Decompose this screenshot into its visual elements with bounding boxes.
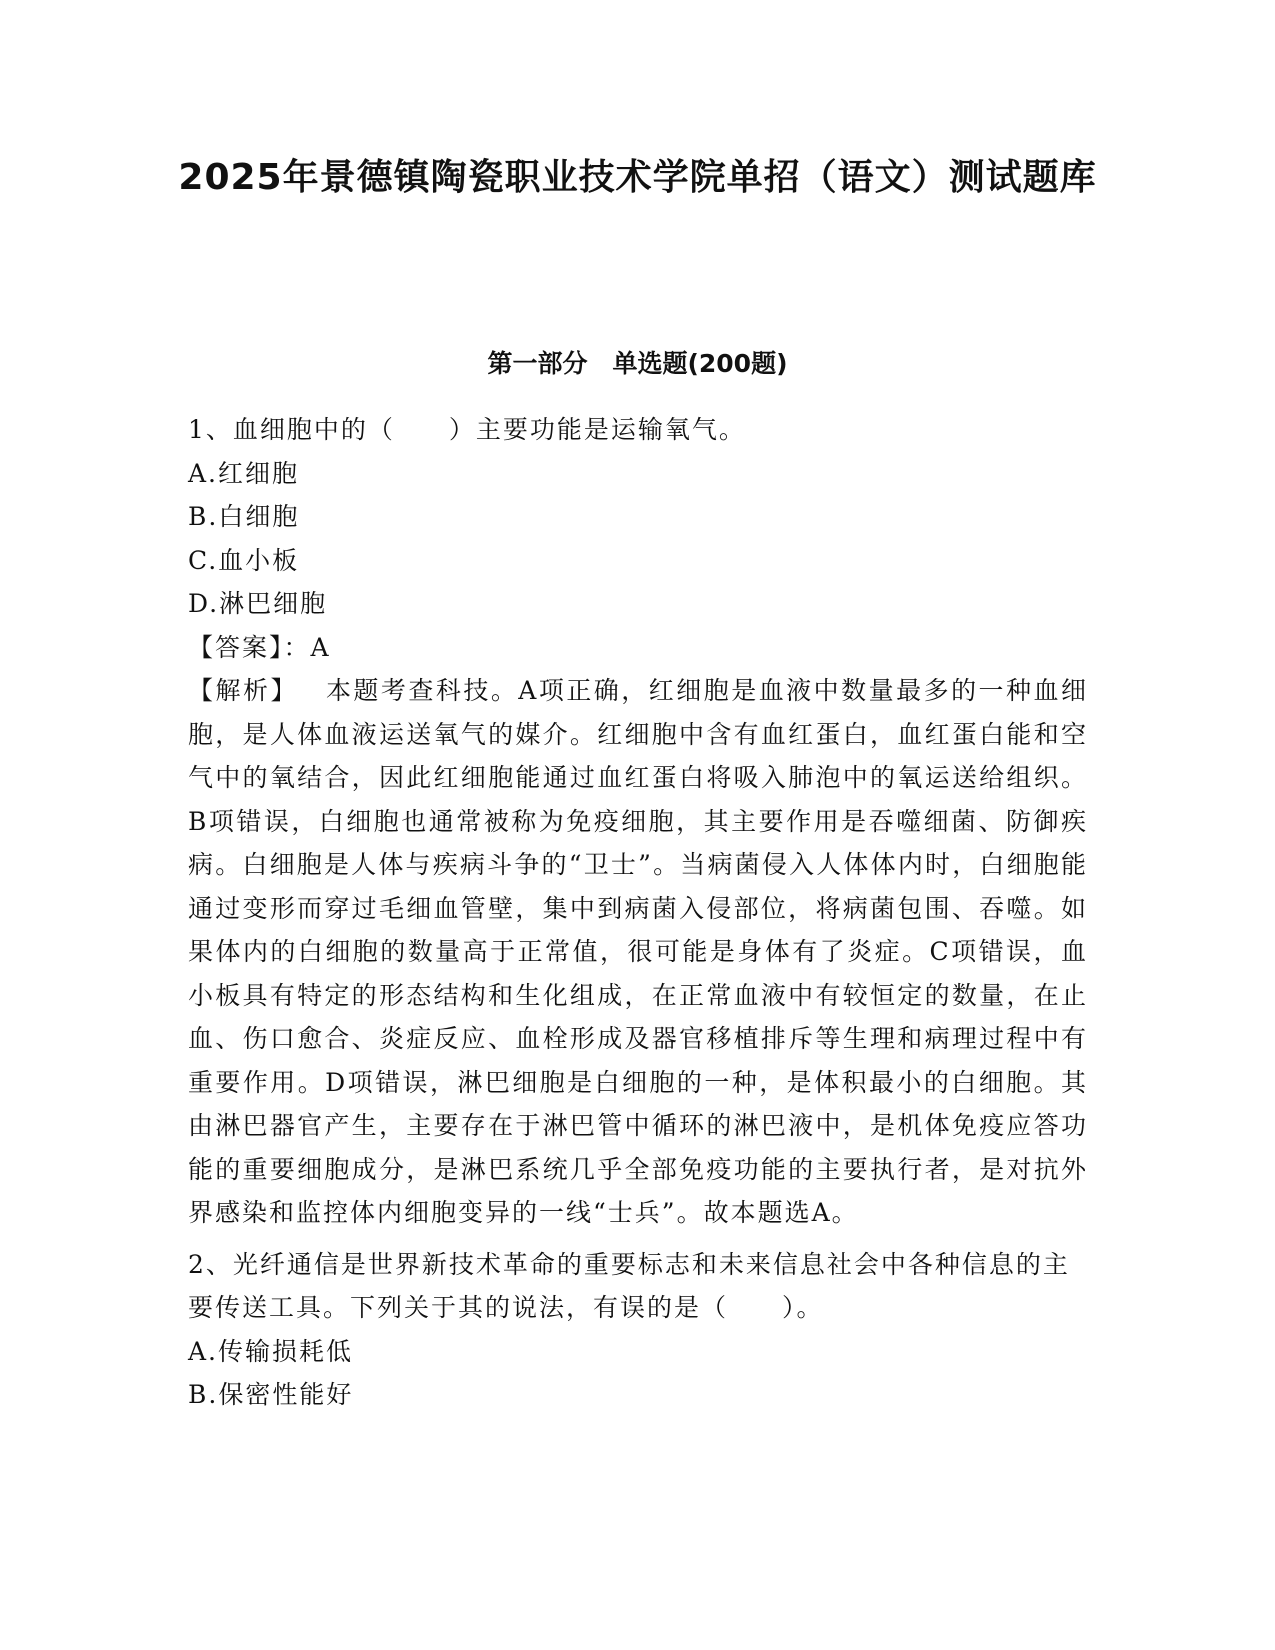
explanation [188, 669, 1088, 1235]
option-b: B.保密性能好 [188, 1380, 354, 1409]
section-heading: 第一部分 单选题(200题) [487, 349, 788, 378]
explanation-tag: 【解析】 [188, 676, 298, 705]
answer-line: 【答案】：A [188, 632, 331, 662]
question-list [188, 408, 1088, 1417]
option-d: D.淋巴细胞 [188, 589, 328, 618]
question-1 [188, 408, 1088, 1235]
option-a: A.红细胞 [188, 458, 300, 488]
question-stem: 2、光纤通信是世界新技术革命的重要标志和未来信息社会中各种信息的主要传送工具。下列关于其的说法，有误的是（ ）。 [188, 1249, 1070, 1322]
option-c: C.血小板 [188, 545, 300, 575]
question-2 [188, 1243, 1088, 1417]
option-a: A.传输损耗低 [188, 1336, 354, 1366]
question-stem: 1、血细胞中的（ ）主要功能是运输氧气。 [188, 415, 746, 444]
explanation-text: 本题考查科技。A项正确，红细胞是血液中数量最多的一种血细胞，是人体血液运送氧气的媒介。红细胞中含有血红蛋白，血红蛋白能和空气中的氧结合，因此红细胞能通过血红蛋白将吸入肺泡中的氧运送给组织。B项错误，白细胞也通常被称为免疫细胞，其主要作用是吞噬细菌、防御疾病。白细胞是人体与疾病斗争的“卫士”。当病菌侵入人体体内时，白细胞能通过变形而穿过毛细血管壁，集中到病菌入侵部位，将病菌包围、吞噬。如果体内的白细胞的数量高于正常值，很可能是身体有了炎症。C项错误，血小板具有特定的形态结构和生化组成，在正常血液中有较恒定的数量，在止血、伤口愈合、炎症反应、血栓形成及器官移植排斥等生理和病理过程中有重要作用。D项错误，淋巴细胞是白细胞的一种，是体积最小的白细胞。其由淋巴器官产生，主要存在于淋巴管中循环的淋巴液中，是机体免疫应答功能的重要细胞成分，是淋巴系统几乎全部免疫功能的主要执行者，是对抗外界感染和监控体内细胞变异的一线“士兵”。故本题选A。 [188, 676, 1088, 1227]
option-b: B.白细胞 [188, 502, 300, 531]
document-title: 2025年景德镇陶瓷职业技术学院单招（语文）测试题库 [178, 157, 1097, 198]
